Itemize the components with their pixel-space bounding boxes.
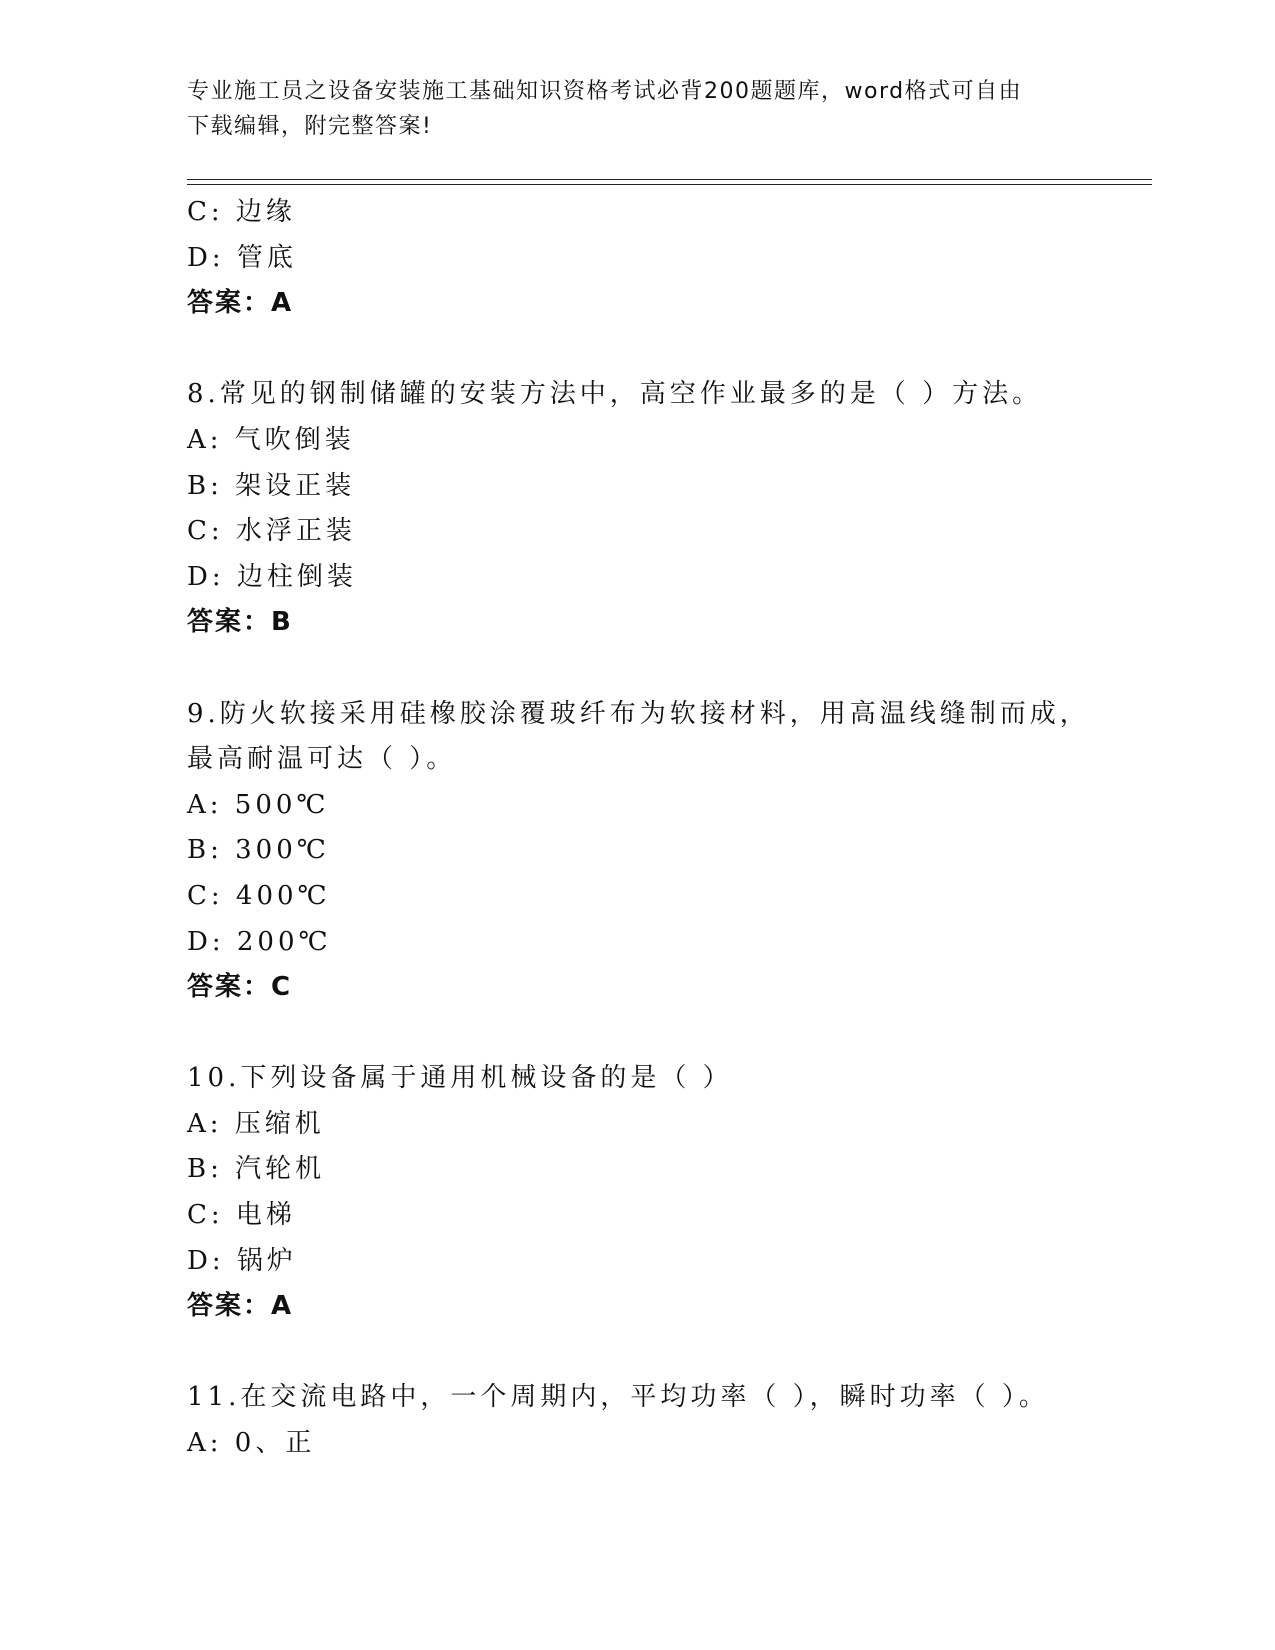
header-divider-top bbox=[187, 179, 1152, 180]
header-title-line-2: 下载编辑，附完整答案! bbox=[187, 114, 433, 139]
spacer bbox=[187, 646, 1147, 692]
q10-option-d: D: 锅炉 bbox=[187, 1245, 297, 1276]
q8-option-b: B: 架设正装 bbox=[187, 470, 356, 501]
document-header bbox=[187, 74, 1067, 144]
question-list bbox=[187, 190, 1147, 1467]
q9-option-c: C: 400℃ bbox=[187, 880, 331, 911]
spacer bbox=[187, 327, 1147, 373]
q7-answer: 答案：A bbox=[187, 288, 294, 319]
q10-option-c: C: 电梯 bbox=[187, 1200, 296, 1231]
header-divider-bottom bbox=[187, 184, 1152, 185]
q11-stem: 11.在交流电路中，一个周期内，平均功率（ ），瞬时功率（ ）。 bbox=[187, 1382, 1049, 1413]
q8-answer: 答案：B bbox=[187, 607, 293, 638]
q11-option-a: A: 0、正 bbox=[187, 1428, 316, 1459]
q9-answer: 答案：C bbox=[187, 972, 293, 1003]
q10-answer: 答案：A bbox=[187, 1291, 294, 1322]
q8-option-a: A: 气吹倒装 bbox=[187, 424, 355, 455]
q10-option-a: A: 压缩机 bbox=[187, 1108, 325, 1139]
q10-option-b: B: 汽轮机 bbox=[187, 1154, 326, 1185]
header-title-line-1: 专业施工员之设备安装施工基础知识资格考试必背200题题库，word格式可自由 bbox=[187, 79, 1023, 104]
q9-option-a: A: 500℃ bbox=[187, 789, 330, 820]
q9-option-d: D: 200℃ bbox=[187, 926, 332, 957]
q7-option-c: C: 边缘 bbox=[187, 197, 296, 227]
q8-option-c: C: 水浮正装 bbox=[187, 516, 356, 547]
spacer bbox=[187, 1330, 1147, 1376]
q9-option-b: B: 300℃ bbox=[187, 835, 330, 866]
q8-stem: 8.常见的钢制储罐的安装方法中，高空作业最多的是（ ）方法。 bbox=[187, 379, 1043, 410]
q10-stem: 10.下列设备属于通用机械设备的是（ ） bbox=[187, 1063, 733, 1094]
q8-option-d: D: 边柱倒装 bbox=[187, 561, 357, 592]
q9-stem-line-2: 最高耐温可达（ ）。 bbox=[187, 744, 457, 775]
q7-option-d: D: 管底 bbox=[187, 242, 297, 273]
q9-stem-line-1: 9.防火软接采用硅橡胶涂覆玻纤布为软接材料，用高温线缝制而成， bbox=[187, 698, 1090, 729]
spacer bbox=[187, 1011, 1147, 1057]
